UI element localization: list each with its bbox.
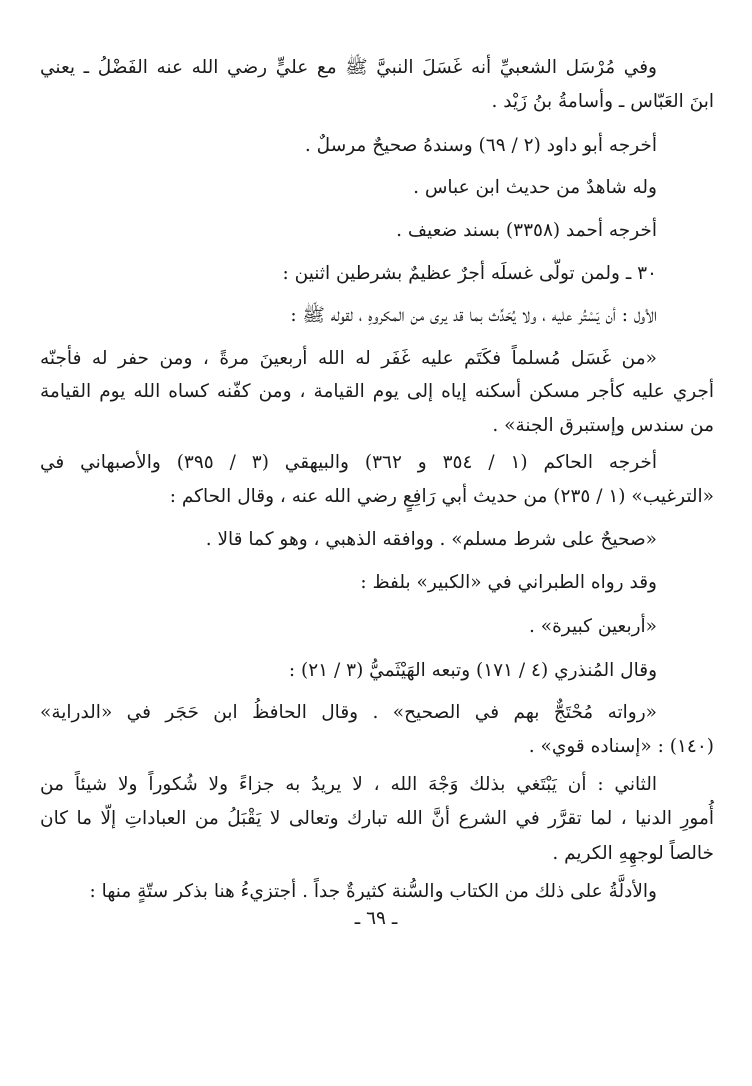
text-line: «رواته مُحْتَجٌّ بهم في الصحيح» . وقال الحافظُ ابن حَجَر في «الدراية»	[40, 702, 657, 723]
page-number: ـ ٦٩ ـ	[354, 908, 398, 929]
text-line: الثاني : أن يَبْتَغي بذلك وَجْهَ الله ، لا يريدُ به جزاءً ولا شُكوراً ولا شيئاً من	[40, 774, 657, 795]
text-line: أخرجه أحمد (٣٣٥٨) بسند ضعيف .	[396, 220, 657, 241]
text-line: «أربعين كبيرة» .	[529, 616, 657, 637]
text-line: «صحيحٌ على شرط مسلم» . ووافقه الذهبي ، وهو كما قالا .	[205, 529, 657, 550]
text-line: والأدلَّةُ على ذلك من الكتاب والسُّنة كثيرةٌ جداً . أجتزيءُ هنا بذكر ستّةٍ منها :	[89, 881, 657, 902]
text-line: وقال المُنذري (٤ / ١٧١) وتبعه الهَيْثَميُّ (٣ / ٢١) :	[288, 660, 657, 681]
text-line: خالصاً لوجهِهِ الكريم .	[552, 843, 714, 864]
text-line: ابنَ العَبّاس ـ وأسامةُ بنُ زَيْد .	[491, 91, 714, 112]
text-line: «الترغيب» (١ / ٢٣٥) من حديث أبي رَافِعٍ رضي الله عنه ، وقال الحاكم :	[169, 486, 714, 507]
text-line: (١٤٠) : «إسناده قوي» .	[528, 736, 714, 757]
text-line: أُمورِ الدنيا ، لما تقرَّر في الشرع أنَّ الله تبارك وتعالى لا يَقْبَلُ من العباداتِ إلّا ما كان	[40, 808, 714, 829]
text-line: وقد رواه الطبراني في «الكبير» بلفظ :	[360, 572, 657, 593]
text-line: وفي مُرْسَل الشعبيِّ أنه غَسَلَ النبيَّ ﷺ مع عليٍّ رضي الله عنه الفَضْلُ ـ يعني	[40, 57, 657, 78]
text-line: من سندس وإستبرق الجنة» .	[492, 415, 714, 436]
section-heading: ٣٠ ـ ولمن تولّى غسلَه أجرٌ عظيمٌ بشرطين اثنين :	[282, 263, 657, 284]
text-line: الأول : أن يَسْتُر عليه ، ولا يُحَدِّث بما قد يرى من المكروهِ ، لقوله ﷺ :	[290, 305, 657, 326]
text-line: أجري عليه كأجر مسكن أسكنه إياه إلى يوم القيامة ، ومن كفّنه كساه الله يوم القيامة	[40, 381, 714, 402]
text-line: أخرجه أبو داود (٢ / ٦٩) وسندهُ صحيحٌ مرسلٌ .	[304, 135, 657, 156]
text-line: وله شاهدٌ من حديث ابن عباس .	[413, 177, 657, 198]
text-line: «من غَسَل مُسلماً فكَتَم عليه غَفَر له الله أربعينَ مرةً ، ومن حفر له فأجنّه	[40, 348, 657, 369]
text-line: أخرجه الحاكم (١ / ٣٥٤ و ٣٦٢) والبيهقي (٣ / ٣٩٥) والأصبهاني في	[40, 452, 658, 473]
